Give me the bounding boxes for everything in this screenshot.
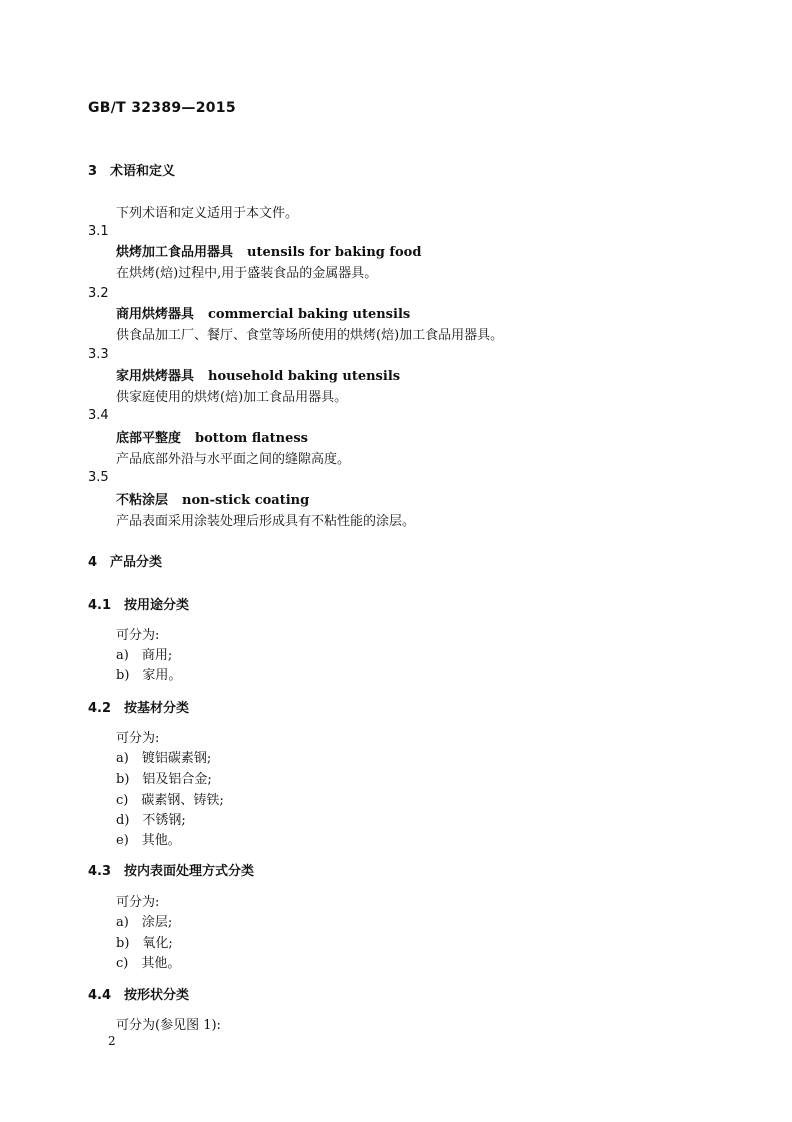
list-item: b) 铝及铝合金; <box>116 772 212 787</box>
subsection-title: 4.2 按基材分类 <box>88 701 190 716</box>
term-zh: 底部平整度 <box>116 431 182 446</box>
document-header: GB/T 32389—2015 <box>88 100 236 116</box>
list-item: a) 商用; <box>116 648 173 663</box>
term-zh: 家用烘烤器具 <box>116 369 195 384</box>
term-definition: 在烘烤(焙)过程中,用于盛装食品的金属器具。 <box>116 266 378 281</box>
subsection-title: 4.4 按形状分类 <box>88 988 190 1003</box>
term-heading <box>116 427 308 446</box>
subsection-title: 4.3 按内表面处理方式分类 <box>88 864 255 879</box>
term-number: 3.3 <box>88 347 109 362</box>
term-heading <box>116 303 410 322</box>
list-item: a) 镀铝碳素钢; <box>116 751 212 766</box>
term-definition: 供家庭使用的烘烤(焙)加工食品用器具。 <box>116 390 348 405</box>
section-4-title: 4 产品分类 <box>88 555 163 570</box>
list-lead: 可分为: <box>116 731 160 746</box>
term-definition: 产品表面采用涂装处理后形成具有不粘性能的涂层。 <box>116 514 416 529</box>
list-item: b) 家用。 <box>116 668 182 683</box>
list-item: c) 碳素钢、铸铁; <box>116 793 224 808</box>
term-zh: 商用烘烤器具 <box>116 307 195 322</box>
term-en: utensils for baking food <box>247 245 422 260</box>
list-item: e) 其他。 <box>116 833 181 848</box>
page-number: 2 <box>108 1034 116 1048</box>
list-item: d) 不锈钢; <box>116 813 186 828</box>
section-3-intro: 下列术语和定义适用于本文件。 <box>116 206 299 221</box>
list-item: a) 涂层; <box>116 915 173 930</box>
list-lead: 可分为(参见图 1): <box>116 1018 221 1033</box>
term-zh: 不粘涂层 <box>116 493 169 508</box>
term-zh: 烘烤加工食品用器具 <box>116 245 234 260</box>
subsection-title: 4.1 按用途分类 <box>88 598 190 613</box>
term-number: 3.5 <box>88 470 109 485</box>
term-en: bottom flatness <box>195 431 308 446</box>
term-en: household baking utensils <box>208 369 401 384</box>
term-en: non-stick coating <box>182 493 310 508</box>
list-lead: 可分为: <box>116 895 160 910</box>
term-number: 3.4 <box>88 408 109 423</box>
list-item: b) 氧化; <box>116 936 173 951</box>
term-definition: 产品底部外沿与水平面之间的缝隙高度。 <box>116 452 351 467</box>
term-en: commercial baking utensils <box>208 307 411 322</box>
term-definition: 供食品加工厂、餐厅、食堂等场所使用的烘烤(焙)加工食品用器具。 <box>116 328 504 343</box>
term-heading <box>116 365 400 384</box>
term-heading <box>116 489 309 508</box>
section-3-title: 3 术语和定义 <box>88 164 176 179</box>
term-number: 3.2 <box>88 286 109 301</box>
term-heading <box>116 241 421 260</box>
term-number: 3.1 <box>88 224 109 239</box>
list-lead: 可分为: <box>116 628 160 643</box>
list-item: c) 其他。 <box>116 956 181 971</box>
